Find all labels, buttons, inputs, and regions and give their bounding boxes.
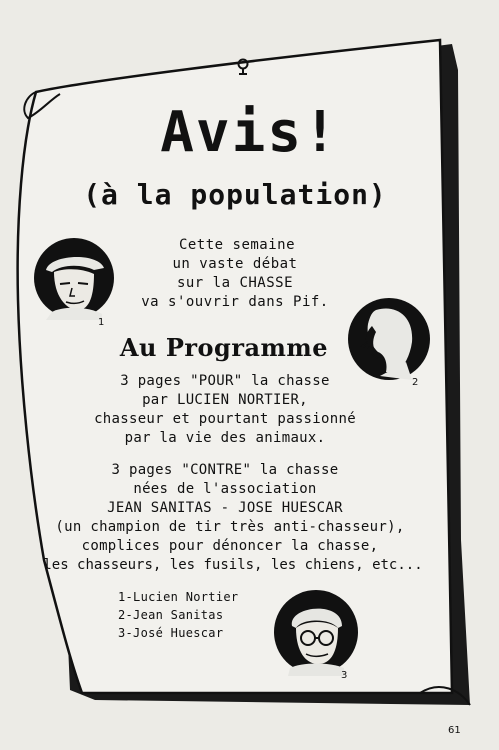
- contre-line: complices pour dénoncer la chasse,: [81, 538, 379, 554]
- intro-line: un vaste débat: [172, 256, 298, 272]
- nail-ring-icon: [236, 58, 250, 78]
- portrait-jean-sanitas: [346, 296, 432, 382]
- notice-title: Avis!: [160, 100, 339, 165]
- portrait-caption: 2-Jean Sanitas: [118, 608, 224, 622]
- portrait-number: 2: [412, 377, 419, 388]
- contre-line: JEAN SANITAS - JOSE HUESCAR: [107, 500, 343, 516]
- portrait-caption: 3-José Huescar: [118, 626, 224, 640]
- portrait-number: 1: [98, 317, 105, 328]
- contre-line: (un champion de tir très anti-chasseur),: [55, 519, 405, 535]
- portrait-lucien-nortier: [32, 236, 116, 320]
- notice-subtitle: (à la population): [83, 178, 387, 211]
- pour-line: par la vie des animaux.: [124, 430, 326, 446]
- intro-line: va s'ouvrir dans Pif.: [141, 294, 329, 310]
- pour-line: chasseur et pourtant passionné: [94, 411, 356, 427]
- contre-line: les chasseurs, les fusils, les chiens, etc...: [43, 557, 423, 573]
- pour-line: 3 pages "POUR" la chasse: [120, 373, 330, 389]
- intro-line: sur la CHASSE: [176, 275, 294, 291]
- program-heading: Au Programme: [119, 333, 329, 362]
- contre-line: nées de l'association: [133, 481, 317, 497]
- pour-line: par LUCIEN NORTIER,: [142, 392, 308, 408]
- portrait-number: 3: [341, 670, 348, 681]
- portrait-caption: 1-Lucien Nortier: [118, 590, 239, 604]
- page-number: 61: [448, 725, 461, 736]
- contre-line: 3 pages "CONTRE" la chasse: [111, 462, 339, 478]
- portrait-jose-huescar: [272, 588, 360, 676]
- intro-line: Cette semaine: [178, 237, 296, 253]
